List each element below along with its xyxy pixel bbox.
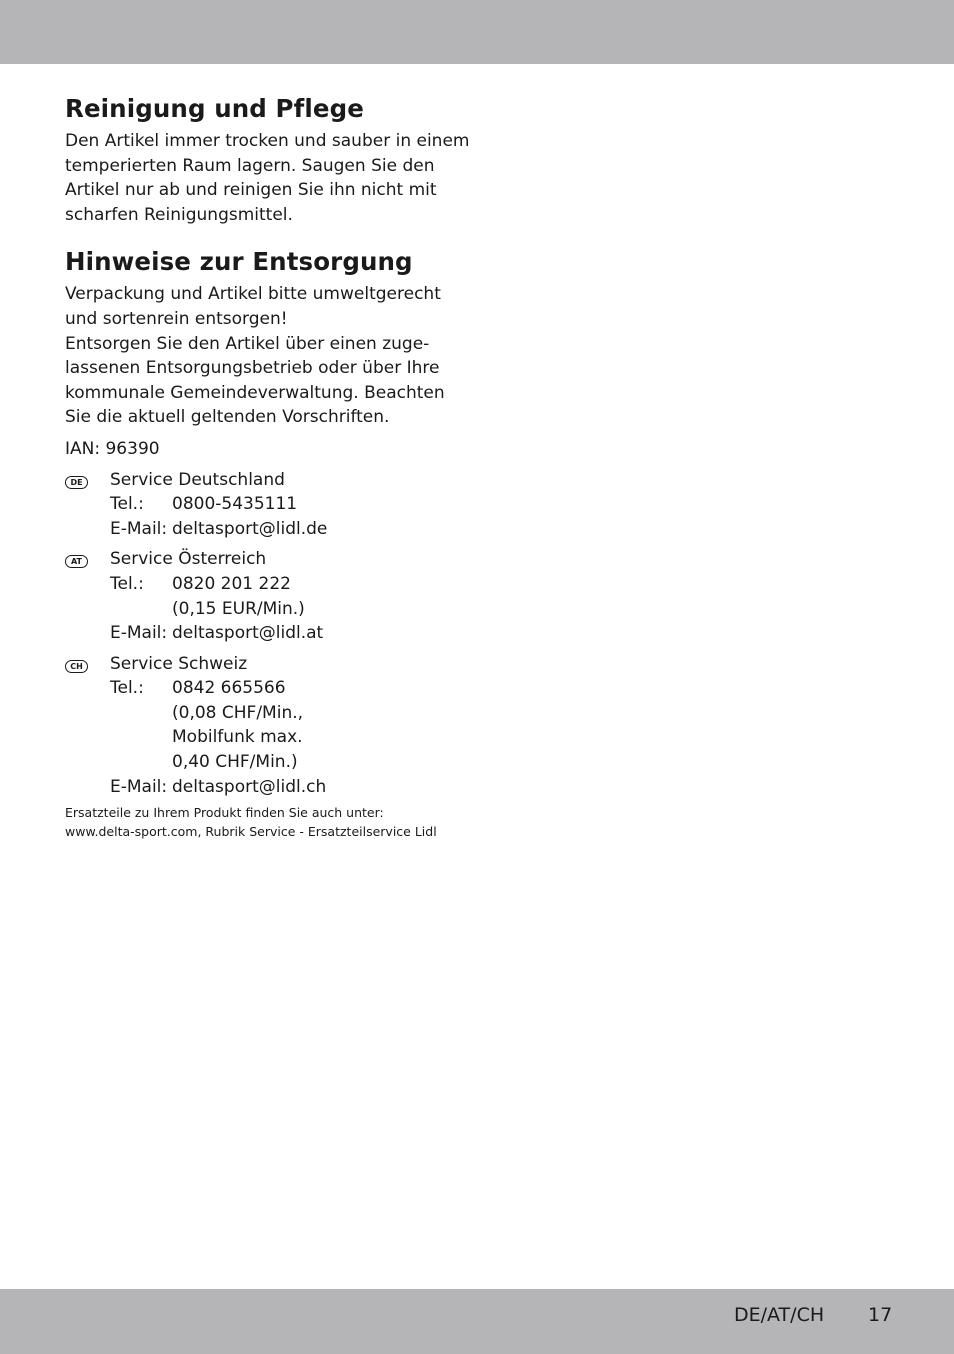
phone-row xyxy=(110,492,485,517)
page-number: 17 xyxy=(868,1304,893,1326)
phone-rate-note: 0,40 CHF/Min.) xyxy=(172,752,298,773)
text-line: kommunale Gemeindeverwaltung. Beachten xyxy=(65,382,445,403)
text-line: Den Artikel immer trocken und sauber in einem xyxy=(65,131,470,151)
country-badge-at-icon: AT xyxy=(65,555,88,568)
phone-number: 0820 201 222 xyxy=(172,573,291,594)
page-content xyxy=(65,92,485,841)
phone-number: 0800-5435111 xyxy=(172,494,298,515)
phone-rate-note: (0,15 EUR/Min.) xyxy=(172,598,305,619)
paragraph-entsorgung xyxy=(65,282,485,430)
spare-parts-note xyxy=(65,803,485,841)
service-block-de xyxy=(65,468,485,542)
country-badge-de-icon: DE xyxy=(65,476,88,489)
heading-reinigung: Reinigung und Pflege xyxy=(65,94,364,123)
phone-row xyxy=(110,572,485,597)
text-line: lassenen Entsorgungsbetrieb oder über Ihre xyxy=(65,358,440,379)
paragraph-reinigung xyxy=(65,129,485,227)
phone-rate-note: Mobilfunk max. xyxy=(172,727,303,748)
phone-row xyxy=(110,676,485,701)
phone-label: Tel.: xyxy=(110,678,144,699)
phone-rate-note: (0,08 CHF/Min., xyxy=(172,702,304,723)
text-line: Entsorgen Sie den Artikel über einen zuge- xyxy=(65,333,430,354)
service-block-at xyxy=(65,547,485,645)
service-name: Service Österreich xyxy=(110,549,267,570)
email-label: E-Mail: xyxy=(110,623,168,644)
email-address: deltasport@lidl.de xyxy=(172,518,328,539)
text-line: Verpackung und Artikel bitte umweltgerecht xyxy=(65,284,441,305)
text-line: scharfen Reinigungsmittel. xyxy=(65,204,293,225)
footer-languages: DE/AT/CH xyxy=(734,1304,825,1326)
spare-parts-line: www.delta-sport.com, Rubrik Service - Ersatzteilservice Lidl xyxy=(65,824,437,840)
text-line: Artikel nur ab und reinigen Sie ihn nicht mit xyxy=(65,180,437,201)
header-bar xyxy=(0,0,954,64)
email-address: deltasport@lidl.at xyxy=(172,623,324,644)
email-row xyxy=(110,621,485,646)
ian-number: IAN: 96390 xyxy=(65,438,160,459)
email-label: E-Mail: xyxy=(110,518,168,539)
phone-label: Tel.: xyxy=(110,494,144,515)
heading-entsorgung: Hinweise zur Entsorgung xyxy=(65,247,413,277)
phone-label: Tel.: xyxy=(110,573,144,594)
email-row xyxy=(110,775,485,800)
spare-parts-line: Ersatzteile zu Ihrem Produkt finden Sie auch unter: xyxy=(65,805,384,821)
service-name: Service Deutschland xyxy=(110,469,285,490)
phone-number: 0842 665566 xyxy=(172,678,286,699)
text-line: Sie die aktuell geltenden Vorschriften. xyxy=(65,407,390,428)
country-badge-ch-icon: CH xyxy=(65,660,88,673)
text-line: und sortenrein entsorgen! xyxy=(65,308,288,329)
email-label: E-Mail: xyxy=(110,776,168,797)
email-row xyxy=(110,517,485,542)
service-block-ch xyxy=(65,652,485,800)
text-line: temperierten Raum lagern. Saugen Sie den xyxy=(65,155,435,176)
service-name: Service Schweiz xyxy=(110,653,248,674)
email-address: deltasport@lidl.ch xyxy=(172,776,327,797)
